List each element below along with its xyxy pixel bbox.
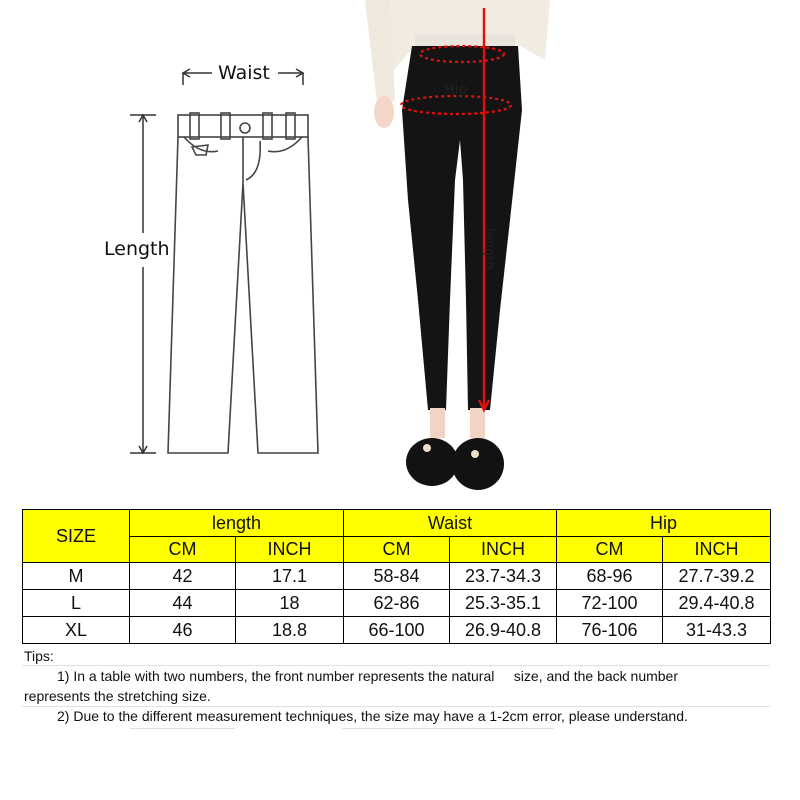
model-photo [360, 0, 570, 500]
slipper-left [406, 438, 458, 486]
gridline [130, 728, 235, 730]
table-cell: 23.7-34.3 [450, 563, 557, 590]
size-cell: M [23, 563, 130, 590]
unit-header: INCH [663, 537, 771, 563]
pants-outline [168, 113, 318, 453]
tip-2: 2) Due to the different measurement techniques, the size may have a 1-2cm error, please understand. [57, 708, 688, 724]
slipper-right [452, 438, 504, 490]
tips-title: Tips: [24, 648, 54, 664]
table-cell: 26.9-40.8 [450, 617, 557, 644]
table-cell: 46 [130, 617, 236, 644]
length-label: Length [104, 238, 170, 260]
unit-header: CM [344, 537, 450, 563]
group-header-hip: Hip [557, 510, 771, 537]
table-row [23, 590, 771, 617]
table-cell: 44 [130, 590, 236, 617]
table-row [23, 563, 771, 590]
size-header: SIZE [23, 510, 130, 563]
group-header-waist: Waist [344, 510, 557, 537]
table-cell: 31-43.3 [663, 617, 771, 644]
group-header-length: length [130, 510, 344, 537]
tip-1-line-2: represents the stretching size. [24, 688, 211, 704]
size-cell: XL [23, 617, 130, 644]
hip-label: Hip [444, 82, 468, 98]
table-cell: 68-96 [557, 563, 663, 590]
table-cell: 42 [130, 563, 236, 590]
unit-header: CM [557, 537, 663, 563]
vertical-length-label: length [481, 228, 496, 270]
size-cell: L [23, 590, 130, 617]
tip-1-line-1: 1) In a table with two numbers, the front number represents the natural size, and the back number [57, 668, 678, 684]
size-chart-table [22, 509, 771, 644]
unit-header: INCH [450, 537, 557, 563]
table-cell: 25.3-35.1 [450, 590, 557, 617]
length-arrow [130, 115, 156, 453]
table-cell: 72-100 [557, 590, 663, 617]
table-cell: 62-86 [344, 590, 450, 617]
gridline [342, 728, 554, 730]
unit-header: INCH [236, 537, 344, 563]
table-cell: 76-106 [557, 617, 663, 644]
table-cell: 18.8 [236, 617, 344, 644]
pants-diagram [100, 55, 330, 475]
table-cell: 17.1 [236, 563, 344, 590]
waist-label: Waist [218, 62, 270, 84]
table-cell: 58-84 [344, 563, 450, 590]
table-cell: 27.7-39.2 [663, 563, 771, 590]
tips-section [22, 646, 782, 726]
table-cell: 66-100 [344, 617, 450, 644]
table-cell: 18 [236, 590, 344, 617]
unit-header: CM [130, 537, 236, 563]
table-row [23, 617, 771, 644]
table-cell: 29.4-40.8 [663, 590, 771, 617]
